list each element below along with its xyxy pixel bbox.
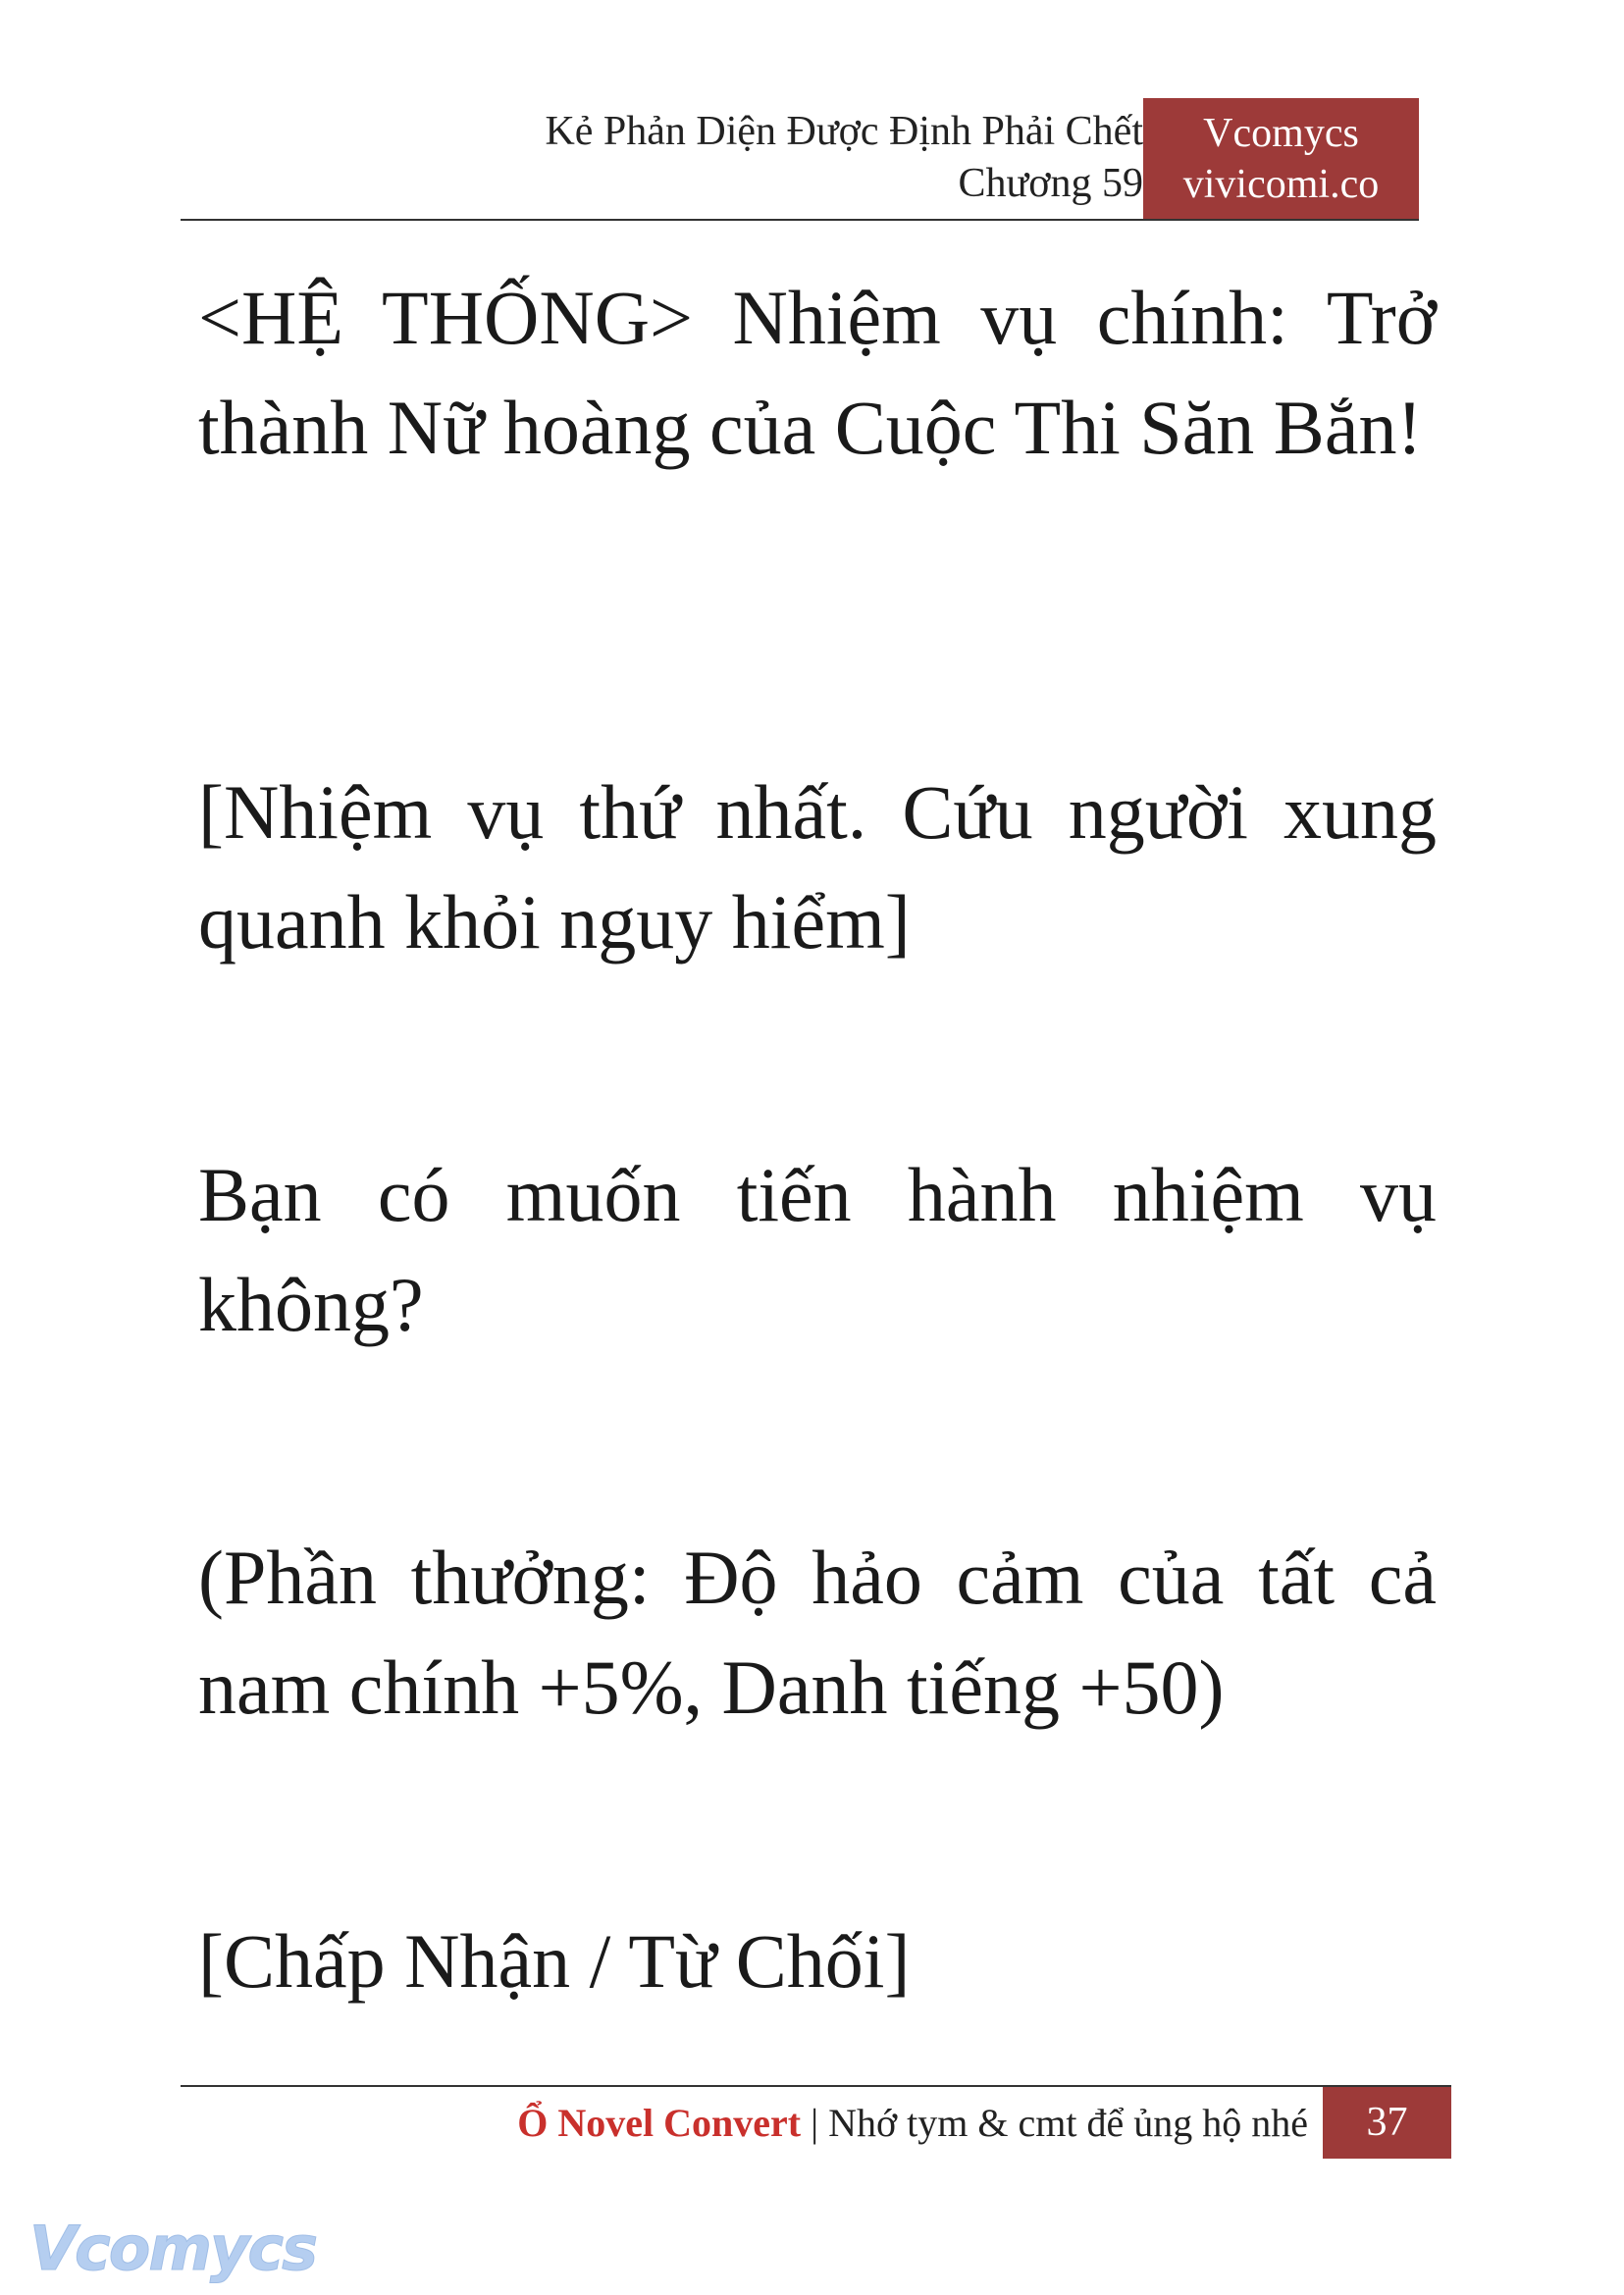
footer-note: Nhớ tym & cmt để ủng hộ nhé <box>828 2101 1308 2145</box>
choice-paragraph: [Chấp Nhận / Từ Chối] <box>198 1918 911 2004</box>
running-header <box>545 106 1143 210</box>
book-title: Kẻ Phản Diện Được Định Phải Chết <box>545 109 1143 154</box>
chapter-label: Chương 59 <box>958 161 1143 206</box>
system-message-paragraph: <HỆ THỐNG> Nhiệm vụ chính: Trở thành Nữ hoàng của Cuộc Thi Săn Bắn! <box>198 275 1437 470</box>
publisher-badge <box>1143 98 1419 220</box>
watermark-logo: Vcomycs <box>29 2213 317 2284</box>
prompt-paragraph: Bạn có muốn tiến hành nhiệm vụ không? <box>198 1152 1437 1347</box>
footer-brand: Ổ Novel Convert <box>517 2101 802 2145</box>
footer-line <box>517 2094 1308 2153</box>
publisher-name: Vcomycs <box>1203 111 1359 156</box>
reward-paragraph: (Phần thưởng: Độ hảo cảm của tất cả nam chính +5%, Danh tiếng +50) <box>198 1535 1437 1730</box>
footer-separator: | <box>811 2101 819 2145</box>
footer-divider <box>181 2085 1451 2087</box>
quest-paragraph: [Nhiệm vụ thứ nhất. Cứu người xung quanh khỏi nguy hiểm] <box>198 769 1437 965</box>
publisher-site: vivicomi.co <box>1182 162 1380 207</box>
header-divider <box>181 219 1419 221</box>
page-number: 37 <box>1323 2087 1451 2159</box>
